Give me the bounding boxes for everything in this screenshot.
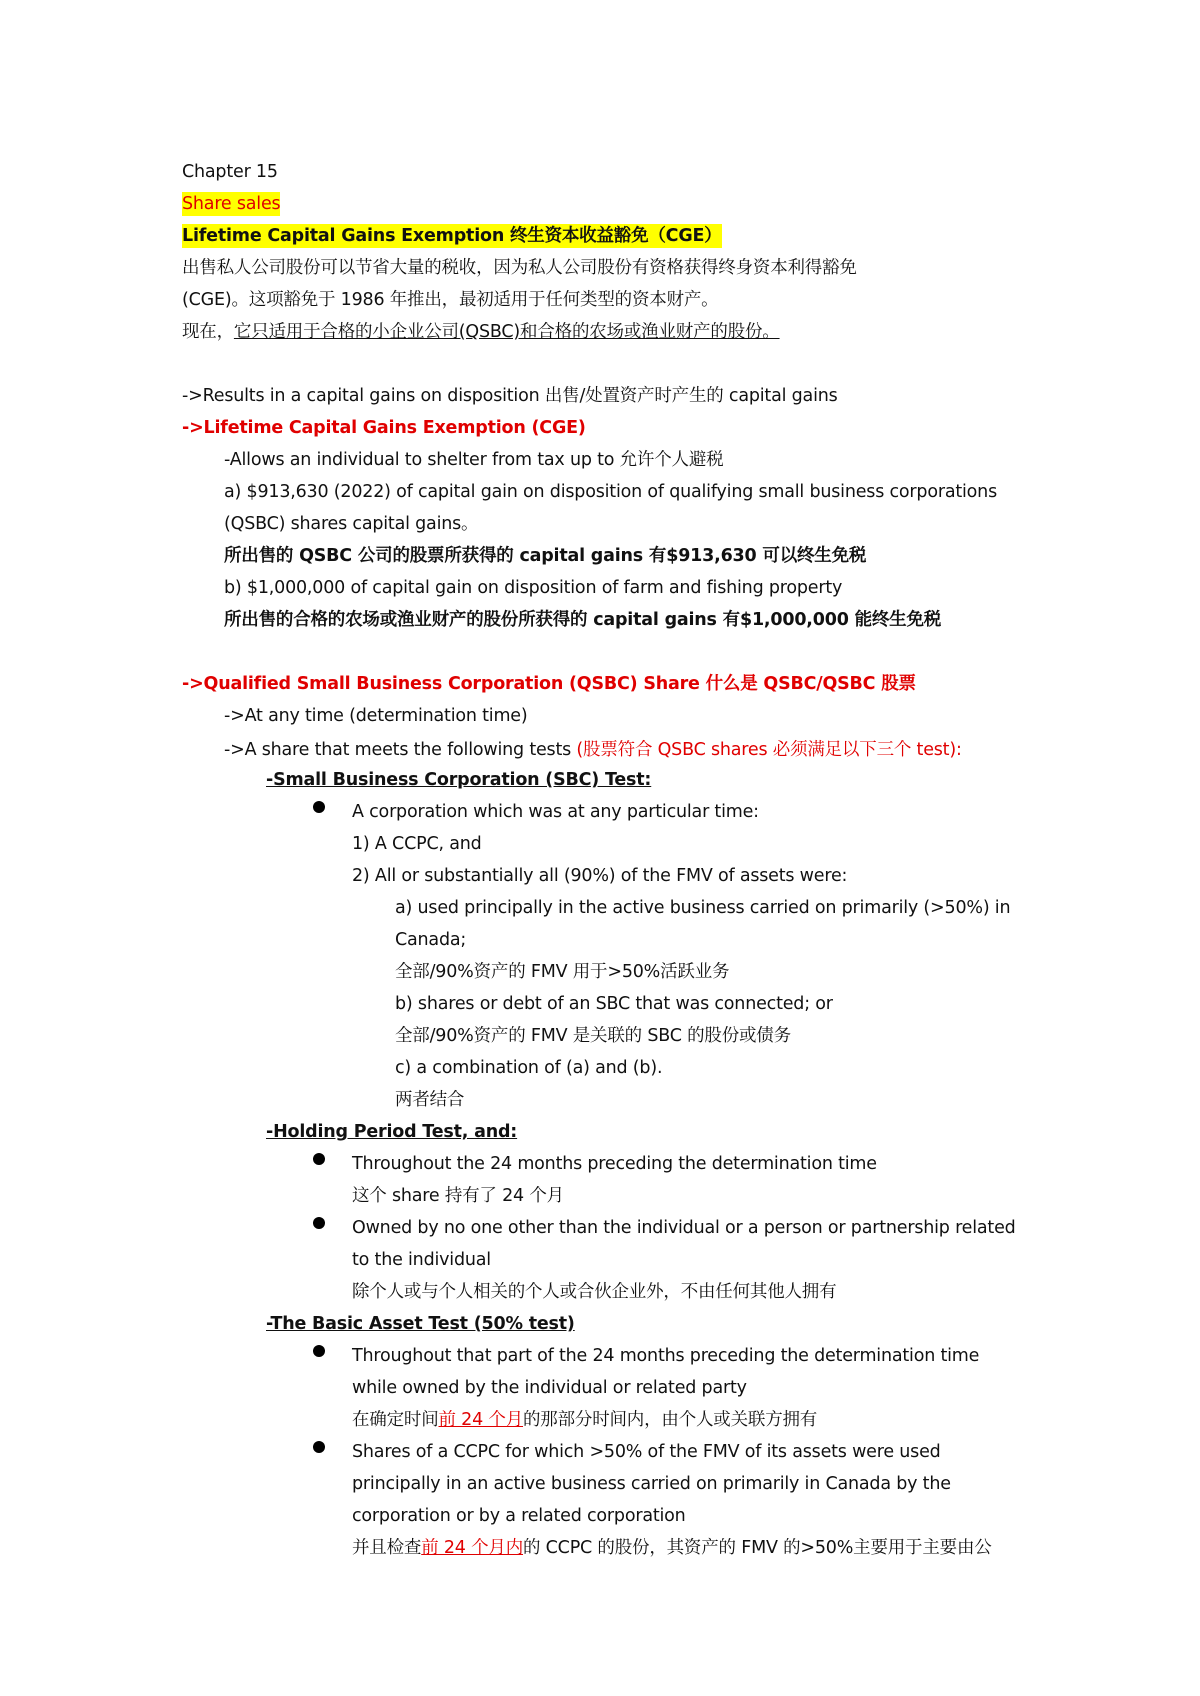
ba-b1-cn-post: 的那部分时间内，由个人或关联方拥有: [523, 1410, 818, 1430]
holding-bullet-1: Throughout the 24 months preceding the determination time: [352, 1154, 877, 1174]
item-b-line: b) $1,000,000 of capital gain on disposition of farm and fishing property: [224, 578, 843, 598]
item-a-line-1: a) $913,630 (2022) of capital gain on disposition of qualifying small business corporations: [224, 482, 997, 502]
bullet-icon: [313, 1217, 325, 1229]
ba-b1-cn-pre: 在确定时间: [352, 1410, 439, 1430]
sbc-test-heading: -Small Business Corporation (SBC) Test:: [266, 770, 652, 790]
basic-asset-bullet-2-chinese: [352, 1536, 992, 1560]
basic-asset-bullet-1-line-2: while owned by the individual or related party: [352, 1378, 747, 1398]
allows-line: -Allows an individual to shelter from tax up to 允许个人避税: [224, 450, 724, 470]
share-sales-heading: Share sales: [182, 194, 281, 214]
item-b-chinese: 所出售的合格的农场或渔业财产的股份所获得的 capital gains 有$1,000,000 能终生免税: [224, 610, 942, 630]
sbc-item-b-chinese: 全部/90%资产的 FMV 是关联的 SBC 的股份或债务: [395, 1026, 791, 1046]
basic-asset-bullet-2-line-3: corporation or by a related corporation: [352, 1506, 686, 1526]
qsbc-heading: ->Qualified Small Business Corporation (QSBC) Share 什么是 QSBC/QSBC 股票: [182, 674, 916, 694]
intro-line-1: 出售私人公司股份可以节省大量的税收，因为私人公司股份有资格获得终身资本利得豁免: [182, 258, 857, 278]
basic-asset-bullet-1-line-1: Throughout that part of the 24 months preceding the determination time: [352, 1346, 980, 1366]
intro-line-3-prefix: 现在，: [182, 322, 234, 342]
sbc-item-a-chinese: 全部/90%资产的 FMV 用于>50%活跃业务: [395, 962, 730, 982]
tests-line-red: (股票符合 QSBC shares 必须满足以下三个 test):: [576, 740, 962, 760]
ba-b2-cn-pre: 并且检查: [352, 1538, 422, 1558]
cge-arrow-heading: ->Lifetime Capital Gains Exemption (CGE): [182, 418, 586, 438]
sbc-item-a-line-2: Canada;: [395, 930, 467, 950]
basic-asset-bullet-2-line-1: Shares of a CCPC for which >50% of the FMV of its assets were used: [352, 1442, 941, 1462]
sbc-item-c-chinese: 两者结合: [395, 1090, 465, 1110]
sbc-item-a-line-1: a) used principally in the active business carried on primarily (>50%) in: [395, 898, 1011, 918]
bullet-icon: [313, 801, 325, 813]
ba-b2-cn-post: 的 CCPC 的股份，其资产的 FMV 的>50%主要用于主要由公: [523, 1538, 992, 1558]
ba-b2-cn-red: 前 24 个月内: [421, 1538, 523, 1558]
bullet-icon: [313, 1153, 325, 1165]
basic-asset-bullet-1-chinese: [352, 1408, 817, 1432]
holding-bullet-2-chinese: 除个人或与个人相关的个人或合伙企业外，不由任何其他人拥有: [352, 1282, 837, 1302]
basic-asset-bullet-2-line-2: principally in an active business carried on primarily in Canada by the: [352, 1474, 951, 1494]
any-time-line: ->At any time (determination time): [224, 706, 528, 726]
sbc-item-b: b) shares or debt of an SBC that was connected; or: [395, 994, 833, 1014]
sbc-item-1: 1) A CCPC, and: [352, 834, 482, 854]
item-a-chinese: 所出售的 QSBC 公司的股票所获得的 capital gains 有$913,630 可以终生免税: [224, 546, 867, 566]
holding-period-heading: -Holding Period Test, and:: [266, 1122, 518, 1142]
tests-line: [224, 738, 962, 762]
item-a-line-2: (QSBC) shares capital gains。: [224, 514, 479, 534]
results-line: ->Results in a capital gains on disposition 出售/处置资产时产生的 capital gains: [182, 386, 838, 406]
intro-line-3-underlined: 它只适用于合格的小企业公司(QSBC)和合格的农场或渔业财产的股份。: [233, 322, 780, 342]
bullet-icon: [313, 1441, 325, 1453]
sbc-item-2: 2) All or substantially all (90%) of the FMV of assets were:: [352, 866, 848, 886]
chapter-title: Chapter 15: [182, 162, 278, 182]
sbc-bullet-text: A corporation which was at any particular time:: [352, 802, 759, 822]
basic-asset-heading: -The Basic Asset Test (50% test): [266, 1314, 575, 1334]
sbc-item-c: c) a combination of (a) and (b).: [395, 1058, 663, 1078]
holding-bullet-2-line-2: to the individual: [352, 1250, 491, 1270]
bullet-icon: [313, 1345, 325, 1357]
tests-line-prefix: ->A share that meets the following tests: [224, 740, 577, 760]
intro-line-2: (CGE)。这项豁免于 1986 年推出，最初适用于任何类型的资本财产。: [182, 290, 719, 310]
intro-line-3: [182, 320, 780, 344]
holding-bullet-1-chinese: 这个 share 持有了 24 个月: [352, 1186, 564, 1206]
holding-bullet-2-line-1: Owned by no one other than the individual or a person or partnership related: [352, 1218, 1016, 1238]
ba-b1-cn-red: 前 24 个月: [438, 1410, 523, 1430]
cge-heading: Lifetime Capital Gains Exemption 终生资本收益豁免（CGE）: [182, 226, 722, 246]
